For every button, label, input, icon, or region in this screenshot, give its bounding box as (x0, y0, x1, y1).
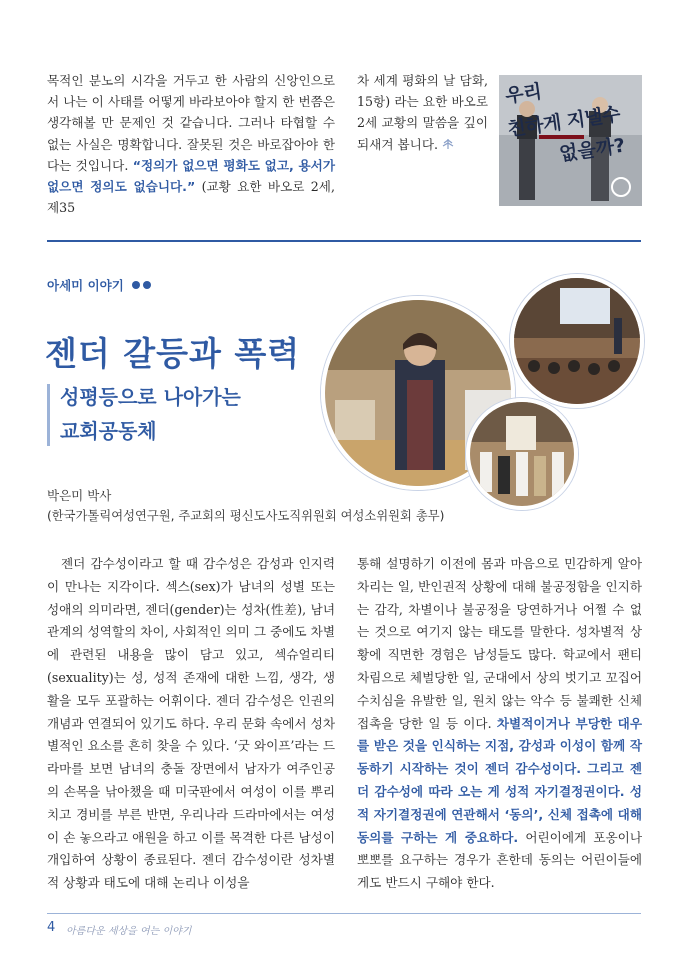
continued-text-plain: 목적인 분노의 시각을 거두고 한 사람의 신앙인으로서 나는 이 사태를 어떻게 바라보아야 할지 한 번쯤은 생각해볼 만 문제인 것 같습니다. 그러나 타협할 수 없는 사실은 명확합니다. 잘못된 것은 바로잡아야 한다는 것입니다. (47, 73, 335, 173)
book-title-line2: 친하게 지낼수 (506, 103, 622, 141)
section-divider (47, 240, 641, 242)
body-right-plain: 통해 설명하기 이전에 몸과 마음으로 민감하게 알아차리는 일, 반인권적 상황에 대해 불공정함을 인지하는 감각, 차별이나 불공정을 당연하거나 어쩔 수 없는 것으로 여기지 않는 태도를 말한다. 성차별적 상황에 직면한 경험은 남성들도 많다. 학교에서 팬티 차림으로 체벌당한 일, 군대에서 상의 벗기고 꼬집어 수치심을 유발한 일, 원치 않는 악수 등 불쾌한 신체 접촉을 당한 일 등 이다. (357, 556, 642, 731)
book-cover-image (499, 75, 642, 206)
book-title-line1: 우리 (503, 80, 544, 108)
series-label (47, 276, 154, 294)
article-headline: 젠더 갈등과 폭력 (45, 334, 301, 373)
end-mark-icon (441, 135, 455, 147)
continued-text-middle (357, 70, 488, 155)
book-title-line3: 없을까? (557, 134, 627, 166)
body-column-left: 젠더 감수성이라고 할 때 감수성은 감성과 인지력이 만나는 지각이다. 섹스(sex)가 남녀의 성별 또는 성애의 의미라면, 젠더(gender)는 성차(性差), 남녀관계의 성역할의 차이, 사회적인 의미 그 중에도 차별에 관련된 내용을 많이 담고 있고, 섹슈얼리티(sexuality)는 성, 성적 존재에 대한 느낌, 생각, 생활을 모두 포괄하는 어휘이다. 젠더 감수성은 인권의 개념과 연결되어 있기도 하다. 우리 문화 속에서 성차별적인 요소를 흔히 찾을 수 있다. ‘굿 와이프’라는 드라마를 보면 남녀의 충돌 장면에서 남자가 여주인공의 손목을 낚아챘을 때 미국판에서 여성이 이를 뿌리치고 경비를 부른 반면, 우리나라 드라마에서는 여성이 손 놓으라고 애원을 하고 이를 목격한 다른 남성이 개입하여 상황이 종료된다. 젠더 감수성이란 성차별적 상황과 태도에 대해 논리나 이성을 (47, 556, 335, 891)
footer-rule (47, 913, 641, 914)
pope-quote: “정의가 없으면 평화도 없고, 용서가 없으면 정의도 없습니다.” (47, 157, 335, 195)
author-affiliation: (한국가톨릭여성연구원, 주교회의 평신도사도직위원회 여성소위원회 총무) (47, 509, 445, 523)
body-right-tail: 어린이에게 포옹이나 뽀뽀를 요구하는 경우가 흔한데 동의는 어린이들에게도 반드시 구해야 한다. (357, 829, 642, 891)
continued-text-tail: (교황 요한 바오로 2세, 제35 (47, 179, 335, 216)
series-dots-icon (132, 278, 154, 293)
magazine-title: 아름다운 세상을 여는 이야기 (66, 926, 192, 937)
article-subhead (60, 380, 320, 448)
subhead-bar (47, 384, 50, 446)
subhead-line1: 성평등으로 나아가는 (60, 385, 241, 409)
body-right-emphasis: 차별적이거나 부당한 대우를 받은 것을 인식하는 지점, 감성과 이성이 함께 작동하기 시작하는 것이 젠더 감수성이다. 그리고 젠더 감수성에 따라 오는 게 성적 자기결정권이다. 성적 자기결정권에 연관해서 ‘동의’, 신체 접촉에 대해 동의를 구하는 게 중요하다. (357, 715, 643, 845)
author-name: 박은미 박사 (47, 488, 112, 503)
photo-mass (466, 398, 578, 510)
photo-audience (510, 274, 644, 408)
series-label-text: 아세미 이야기 (47, 278, 124, 293)
page-number: 4 (47, 920, 56, 935)
body-column-right (357, 553, 642, 895)
continued-text-left (47, 70, 335, 218)
book-cover-title (499, 75, 642, 206)
subhead-line2: 교회공동체 (60, 419, 157, 443)
continued-text-middle-body: 차 세계 평화의 날 담화, 15항) 라는 요한 바오로 2세 교황의 말씀을 깊이 되새겨 봅니다. (357, 73, 488, 152)
